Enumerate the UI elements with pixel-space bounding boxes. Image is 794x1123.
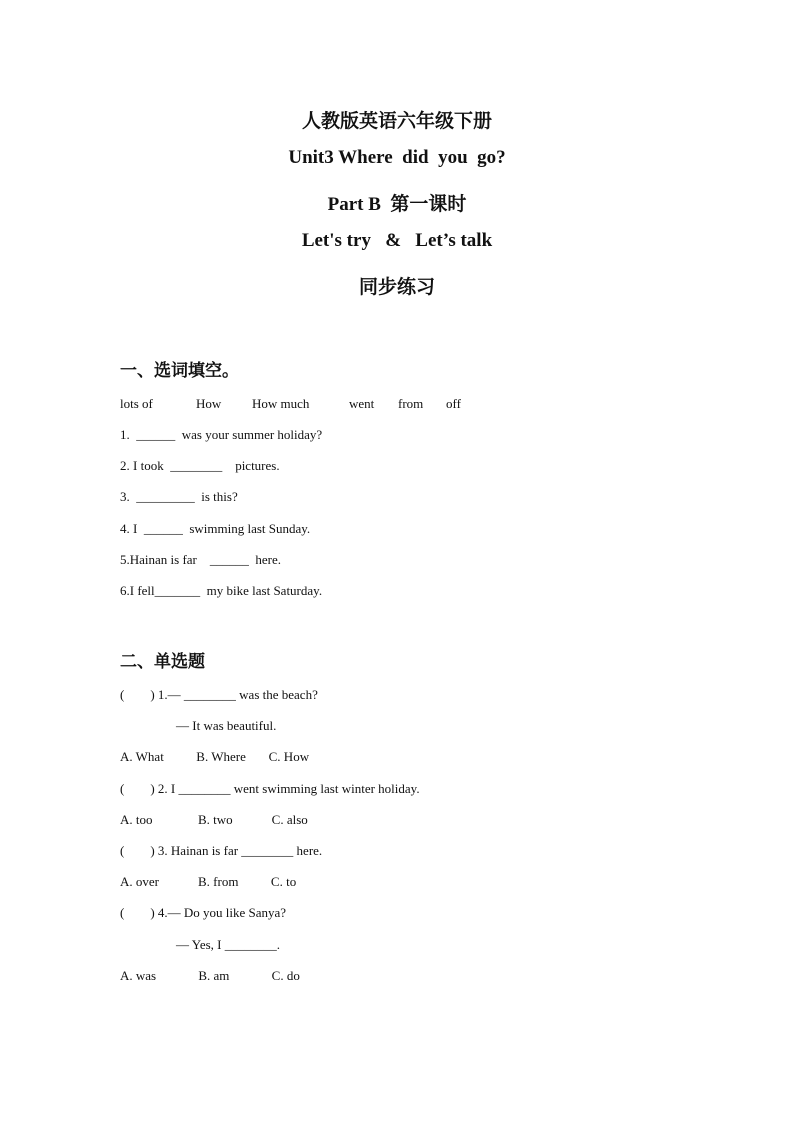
word-bank-item: off (446, 396, 461, 411)
mc-options-4: A. was B. am C. do (120, 968, 300, 983)
section2-heading: 二、单选题 (120, 652, 205, 671)
word-bank (120, 396, 520, 412)
fill-blank-item-4: 4. I ______ swimming last Sunday. (120, 521, 311, 536)
word-bank-item: lots of (120, 396, 153, 411)
book-title: 人教版英语六年级下册 (301, 111, 492, 132)
fill-blank-item-6: 6.I fell_______ my bike last Saturday. (120, 583, 323, 598)
fill-blank-item-2: 2. I took ________ pictures. (120, 458, 280, 473)
word-bank-item: How (196, 396, 222, 411)
exercise-title: 同步练习 (358, 277, 435, 298)
mc-question-2: ( ) 2. I ________ went swimming last winter holiday. (120, 781, 420, 796)
mc-question-4: ( ) 4.— Do you like Sanya? (120, 905, 287, 920)
word-bank-item: How much (252, 396, 310, 411)
mc-options-2: A. too B. two C. also (120, 812, 308, 827)
lesson-title: Let's try & Let’s talk (301, 230, 493, 251)
fill-blank-item-1: 1. ______ was your summer holiday? (120, 427, 323, 442)
section1-heading: 一、选词填空。 (120, 361, 239, 380)
mc-question-1: ( ) 1.— ________ was the beach? (120, 687, 318, 702)
fill-blank-item-5: 5.Hainan is far ______ here. (120, 552, 282, 567)
part-title: Part B 第一课时 (327, 194, 467, 215)
word-bank-item: from (398, 396, 424, 411)
mc-options-3: A. over B. from C. to (120, 874, 297, 889)
word-bank-item: went (349, 396, 375, 411)
unit-title: Unit3 Where did you go? (288, 147, 506, 168)
mc-question-3: ( ) 3. Hainan is far ________ here. (120, 843, 323, 858)
mc-options-1: A. What B. Where C. How (120, 749, 310, 764)
mc-response-1: — It was beautiful. (176, 718, 277, 733)
mc-response-4: — Yes, I ________. (176, 937, 281, 952)
fill-blank-item-3: 3. _________ is this? (120, 489, 238, 504)
